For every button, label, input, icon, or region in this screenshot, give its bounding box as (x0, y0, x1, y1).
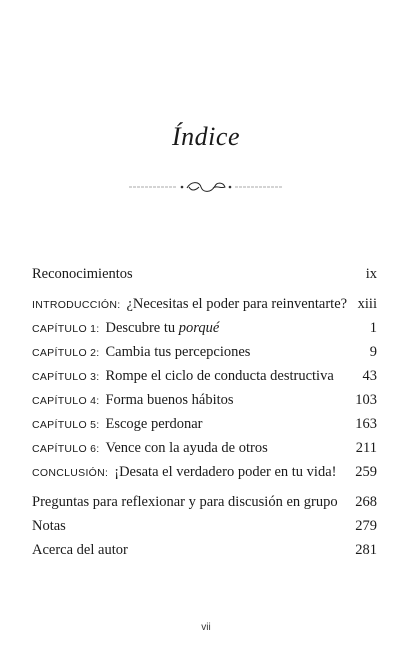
toc-entry-page: 259 (355, 464, 377, 480)
toc-entry-reconocimientos[interactable] (32, 266, 377, 286)
toc-entry-conclusion[interactable] (32, 464, 377, 484)
toc-entry-title: Notas (32, 518, 66, 534)
toc-entry-page: 268 (355, 494, 377, 510)
toc-entry-page: ix (365, 266, 377, 282)
toc-entry-page: 9 (369, 344, 377, 360)
toc-entry-title: Acerca del autor (32, 542, 128, 558)
toc-entry-title: Rompe el ciclo de conducta destructiva (105, 368, 334, 384)
toc-entry-page: 103 (355, 392, 377, 408)
toc-entry-title: Vence con la ayuda de otros (105, 440, 268, 456)
toc-entry-title: Preguntas para reflexionar y para discusión en grupo (32, 494, 338, 510)
page-title: Índice (172, 122, 240, 151)
flourish-ornament-icon (129, 179, 283, 195)
toc-entry-capitulo-2[interactable] (32, 344, 377, 364)
toc-entry-introduccion[interactable] (32, 296, 377, 316)
toc-entry-preguntas[interactable] (32, 494, 377, 514)
toc-entry-prefix: INTRODUCCIÓN: (32, 299, 121, 311)
toc-entry-prefix: CONCLUSIÓN: (32, 467, 109, 479)
toc-entry-page: 1 (369, 320, 377, 336)
toc-entry-page: xiii (357, 296, 377, 312)
toc-entry-prefix: CAPÍTULO 5: (32, 419, 100, 431)
toc-entry-prefix: CAPÍTULO 4: (32, 395, 100, 407)
page-number: vii (201, 622, 211, 633)
toc-entry-title: Forma buenos hábitos (105, 392, 234, 408)
toc-entry-prefix: CAPÍTULO 2: (32, 347, 100, 359)
toc-entry-page: 211 (355, 440, 377, 456)
toc-entry-prefix: CAPÍTULO 6: (32, 443, 100, 455)
toc-entry-prefix: CAPÍTULO 1: (32, 323, 100, 335)
toc-entry-prefix: CAPÍTULO 3: (32, 371, 100, 383)
toc-entry-title: Descubre tu (105, 320, 179, 336)
toc-entry-page: 163 (355, 416, 377, 432)
toc-entry-acerca-del-autor[interactable] (32, 542, 377, 562)
toc-entry-capitulo-1[interactable] (32, 320, 377, 340)
toc-entry-page: 281 (355, 542, 377, 558)
toc-entry-title: Escoge perdonar (105, 416, 203, 432)
toc-entry-capitulo-6[interactable] (32, 440, 377, 460)
toc-entry-page: 279 (355, 518, 377, 534)
toc-entry-title: Reconocimientos (32, 266, 133, 282)
toc-entry-capitulo-5[interactable] (32, 416, 377, 436)
toc-entry-notas[interactable] (32, 518, 377, 538)
toc-entry-capitulo-3[interactable] (32, 368, 377, 388)
toc-entry-title-italic: porqué (178, 320, 220, 336)
toc-entry-title: Cambia tus percepciones (105, 344, 251, 360)
toc-entry-page: 43 (362, 368, 377, 384)
toc-entry-capitulo-4[interactable] (32, 392, 377, 412)
toc-entry-title: ¿Necesitas el poder para reinventarte? (126, 296, 348, 312)
toc-entry-title: ¡Desata el verdadero poder en tu vida! (114, 464, 337, 480)
